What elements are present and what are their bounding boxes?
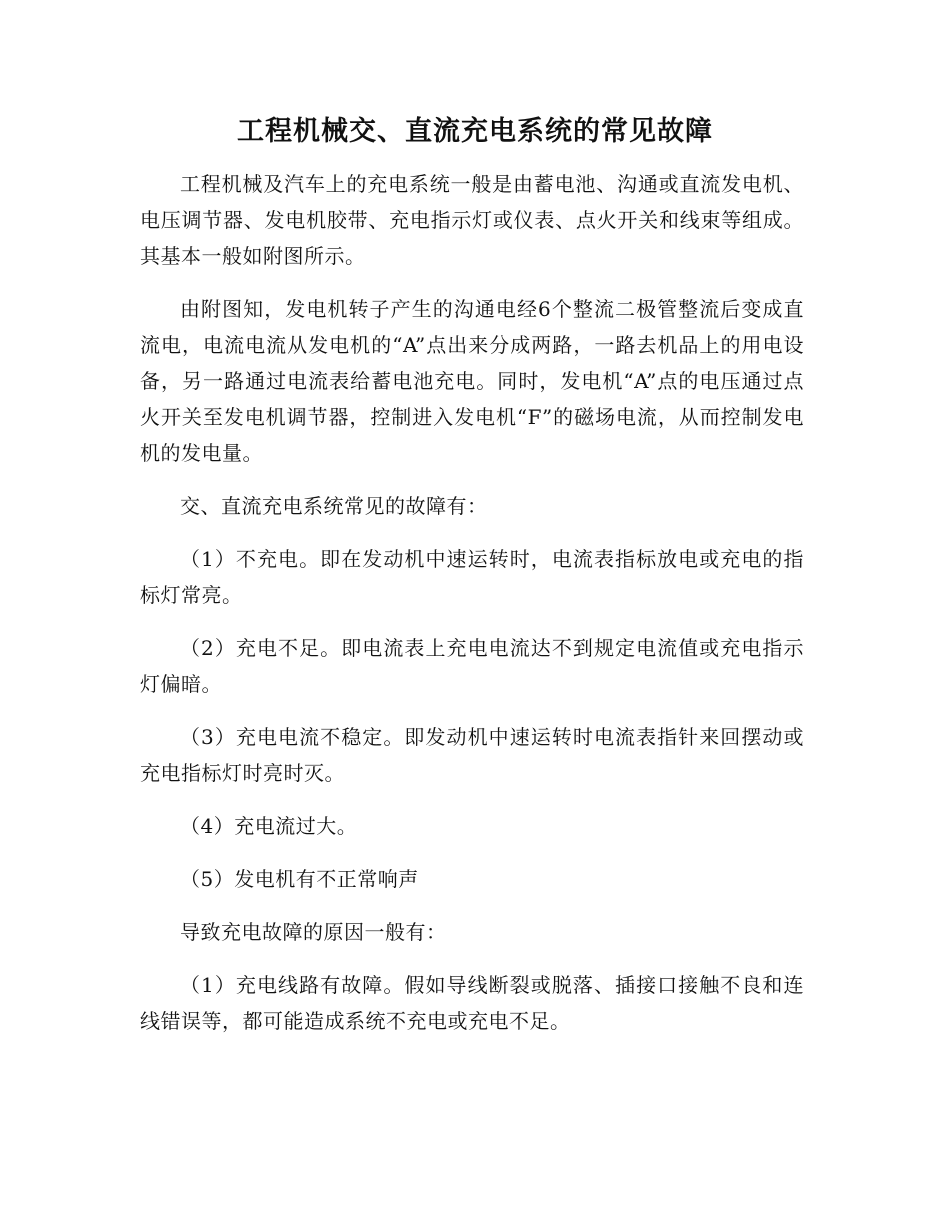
paragraph-cause-1: （1）充电线路有故障。假如导线断裂或脱落、插接口接触不良和连线错误等，都可能造成系统不充电或充电不足。: [140, 973, 804, 1033]
page-title: 工程机械交、直流充电系统的常见故障: [237, 116, 713, 147]
paragraph-fault-3: （3）充电电流不稳定。即发动机中速运转时电流表指针来回摆动或充电指标灯时亮时灭。: [140, 725, 804, 785]
paragraph-principle: 由附图知，发电机转子产生的沟通电经6个整流二极管整流后变成直流电，电流电流从发电机的“A”点出来分成两路，一路去机品上的用电设备，另一路通过电流表给蓄电池充电。同时，发电机“A”点的电压通过点火开关至发电机调节器，控制进入发电机“F”的磁场电流，从而控制发电机的发电量。: [140, 297, 804, 465]
paragraph-fault-4: （4）充电流过大。: [180, 814, 358, 838]
paragraph-fault-5: （5）发电机有不正常响声: [180, 867, 419, 891]
paragraph-fault-2: （2）充电不足。即电流表上充电电流达不到规定电流值或充电指示灯偏暗。: [140, 636, 804, 696]
paragraph-faults-heading: 交、直流充电系统常见的故障有：: [180, 494, 488, 518]
paragraph-intro: 工程机械及汽车上的充电系统一般是由蓄电池、沟通或直流发电机、电压调节器、发电机胶带、充电指示灯或仪表、点火开关和线束等组成。其基本一般如附图所示。: [140, 172, 804, 268]
document-body: [140, 166, 804, 1056]
paragraph-causes-heading: 导致充电故障的原因一般有：: [180, 920, 447, 944]
paragraph-fault-1: （1）不充电。即在发动机中速运转时，电流表指标放电或充电的指标灯常亮。: [140, 547, 804, 607]
